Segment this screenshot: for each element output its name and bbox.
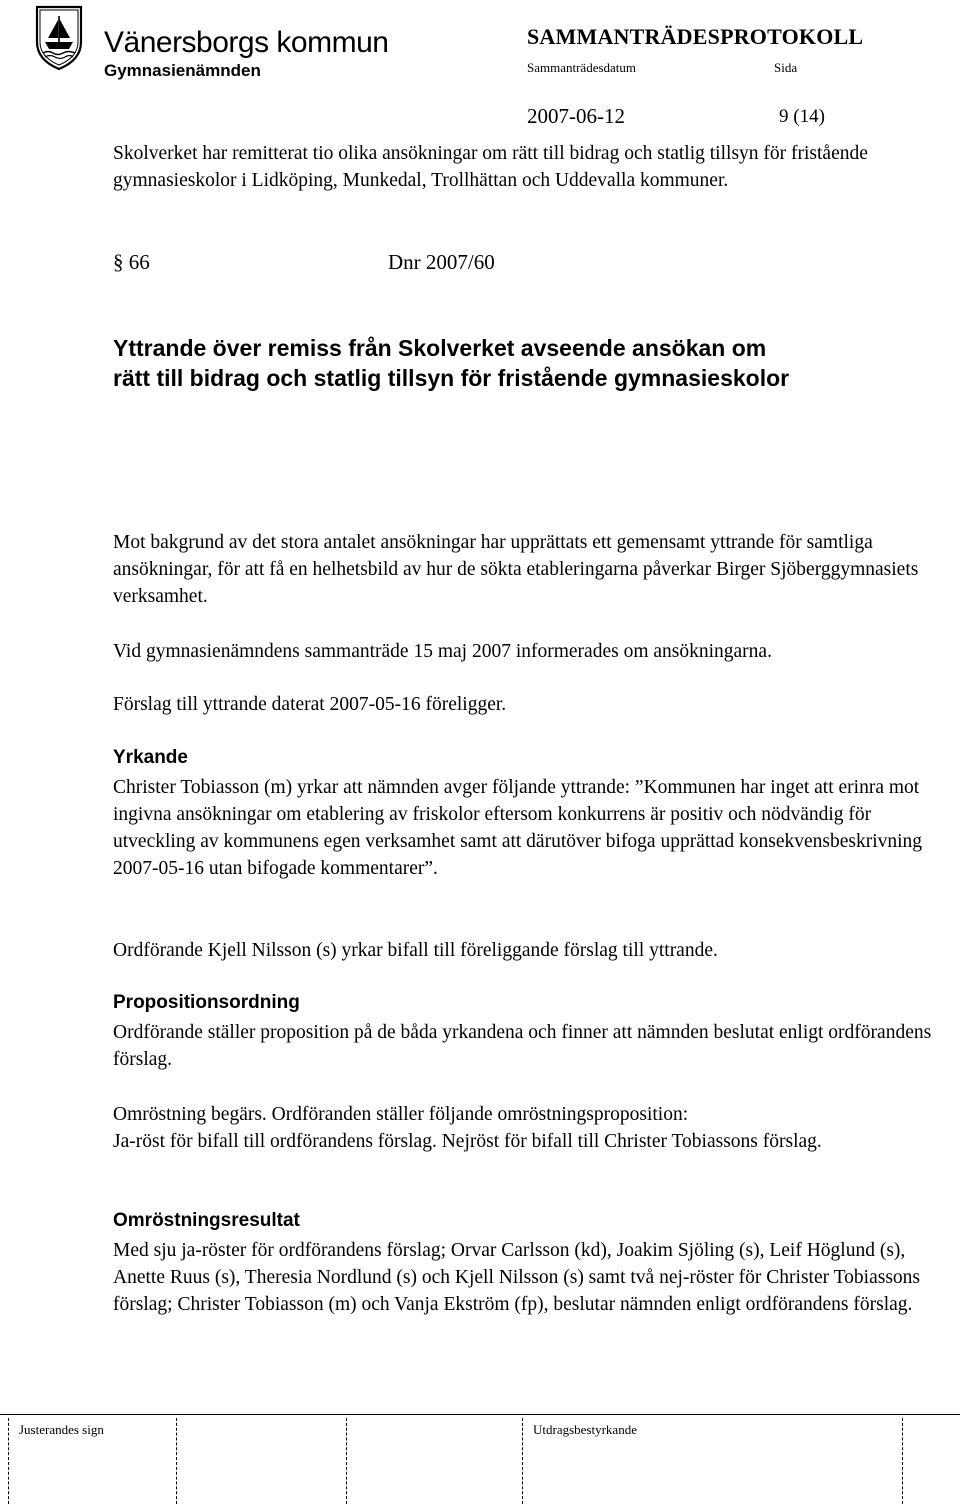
heading-omrostningsresultat: Omröstningsresultat	[113, 1210, 300, 1231]
footer-separator	[8, 1418, 9, 1504]
section-title	[113, 333, 933, 393]
meeting-date: 2007-06-12	[527, 104, 625, 128]
committee-name: Gymnasienämnden	[104, 61, 261, 80]
heading-yrkande: Yrkande	[113, 747, 188, 768]
document-type: SAMMANTRÄDESPROTOKOLL	[527, 24, 864, 49]
diary-number: Dnr 2007/60	[388, 250, 495, 274]
organization-name: Vänersborgs kommun	[104, 26, 389, 59]
vote-request: Omröstning begärs. Ordföranden ställer följande omröstningsproposition:	[113, 1104, 689, 1125]
signature-label: Justerandes sign	[19, 1422, 104, 1437]
paragraph-4: Förslag till yttrande daterat 2007-05-16 föreligger.	[113, 694, 507, 715]
paragraph-9: Med sju ja-röster för ordförandens förslag; Orvar Carlsson (kd), Joakim Sjöling (s), Leif Höglund (s), Anette Ruus (s), Theresia Nordlund (s) och Kjell Nilsson (s) samt två nej-röster för Christer Tobiassons förslag; Christer Tobiasson (m) och Vanja Ekström (fp), beslutar nämnden enligt ordförandens förslag.	[113, 1240, 921, 1315]
paragraph-2: Mot bakgrund av det stora antalet ansökningar har upprättats ett gemensamt yttrande för samtliga ansökningar, för att få en helhetsbild av hur de sökta etableringarna påverkar Birger Sjöberggymnasiets verksamhet.	[113, 532, 919, 607]
paragraph-3: Vid gymnasienämndens sammanträde 15 maj 2007 informerades om ansökningarna.	[113, 641, 772, 662]
page-number: 9 (14)	[779, 106, 825, 127]
paragraph-1: Skolverket har remitterat tio olika ansökningar om rätt till bidrag och statlig tillsyn för fristående gymnasieskolor i Lidköping, Munkedal, Trollhättan och Uddevalla kommuner.	[113, 143, 868, 191]
paragraph-6: Ordförande Kjell Nilsson (s) yrkar bifall till föreliggande förslag till yttrande.	[113, 940, 718, 961]
heading-propositionsordning: Propositionsordning	[113, 992, 300, 1013]
paragraph-5: Christer Tobiasson (m) yrkar att nämnden avger följande yttrande: ”Kommunen har inget att erinra mot ingivna ansökningar om etablering av friskolor eftersom konkurrens är positiv och nödvändig för utveckling av kommunens egen verksamhet samt att därutöver bifoga upprättad konsekvensbeskrivning 2007-05-16 utan bifogade kommentarer”.	[113, 777, 923, 879]
paragraph-number: § 66	[113, 250, 150, 274]
vote-proposition: Ja-röst för bifall till ordförandens förslag. Nejröst för bifall till Christer Tobiassons förslag.	[113, 1131, 822, 1152]
title-line-1: Yttrande över remiss från Skolverket avseende ansökan om	[113, 335, 767, 361]
paragraph-8	[113, 1101, 949, 1155]
footer-separator	[176, 1418, 177, 1504]
footer-separator	[346, 1418, 347, 1504]
page-label: Sida	[774, 60, 798, 75]
paragraph-7: Ordförande ställer proposition på de båda yrkandena och finner att nämnden beslutat enligt ordförandens förslag.	[113, 1022, 932, 1070]
footer-separator	[522, 1418, 523, 1504]
extract-certification-label: Utdragsbestyrkande	[533, 1422, 637, 1437]
footer-separator	[902, 1418, 903, 1504]
municipality-logo-icon	[34, 4, 84, 72]
date-label: Sammanträdesdatum	[527, 60, 637, 75]
footer-divider	[0, 1414, 960, 1415]
title-line-2: rätt till bidrag och statlig tillsyn för fristående gymnasieskolor	[113, 365, 790, 391]
